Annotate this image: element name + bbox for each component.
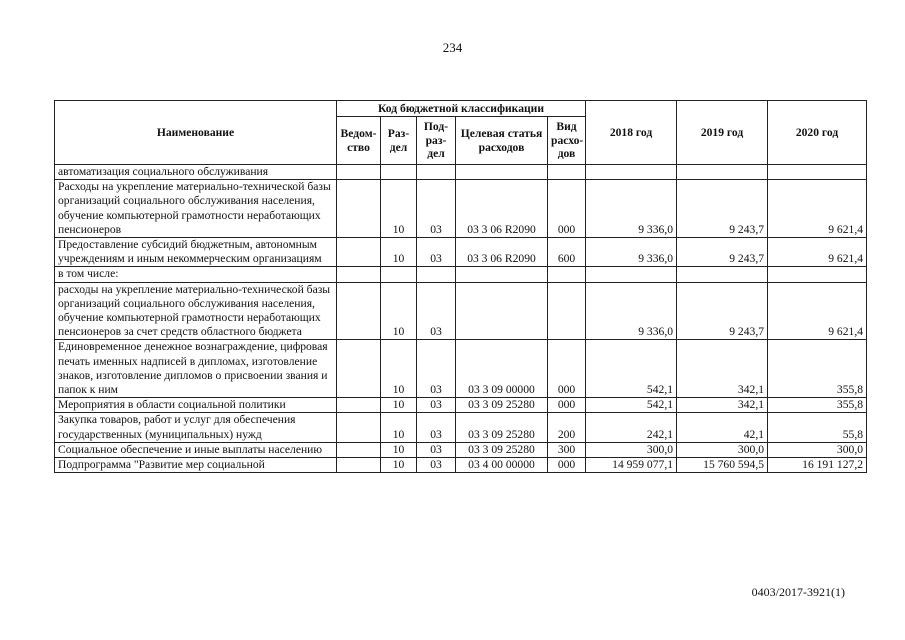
row-vid	[548, 165, 586, 180]
row-podrazdel: 03	[417, 413, 456, 442]
row-2018: 14 959 077,1	[586, 458, 677, 473]
row-2019: 15 760 594,5	[677, 458, 768, 473]
row-target	[456, 282, 548, 340]
row-2020	[768, 267, 867, 282]
row-vid: 200	[548, 413, 586, 442]
row-podrazdel: 03	[417, 442, 456, 457]
header-razdel: Раз-дел	[381, 117, 417, 165]
row-podrazdel: 03	[417, 458, 456, 473]
row-vid: 000	[548, 340, 586, 398]
row-2018: 542,1	[586, 398, 677, 413]
row-name: Социальное обеспечение и иные выплаты населению	[55, 442, 337, 457]
table-row	[55, 267, 867, 282]
table-row	[55, 458, 867, 473]
table-row	[55, 442, 867, 457]
header-target: Целевая статья расходов	[456, 117, 548, 165]
row-2019: 9 243,7	[677, 282, 768, 340]
row-target: 03 3 06 R2090	[456, 180, 548, 238]
row-podrazdel: 03	[417, 282, 456, 340]
row-podrazdel: 03	[417, 180, 456, 238]
row-vedomstvo	[337, 238, 381, 267]
table-row	[55, 398, 867, 413]
row-2018: 300,0	[586, 442, 677, 457]
row-razdel: 10	[381, 238, 417, 267]
budget-table	[54, 100, 867, 473]
row-vid: 600	[548, 238, 586, 267]
table-row	[55, 340, 867, 398]
row-razdel: 10	[381, 282, 417, 340]
row-podrazdel	[417, 165, 456, 180]
row-vid: 000	[548, 458, 586, 473]
row-2018	[586, 165, 677, 180]
header-2018: 2018 год	[586, 101, 677, 165]
row-2018: 242,1	[586, 413, 677, 442]
row-2018: 9 336,0	[586, 238, 677, 267]
row-2018	[586, 267, 677, 282]
row-2020: 355,8	[768, 398, 867, 413]
row-podrazdel: 03	[417, 398, 456, 413]
row-vedomstvo	[337, 282, 381, 340]
row-podrazdel: 03	[417, 340, 456, 398]
row-2020: 55,8	[768, 413, 867, 442]
row-razdel: 10	[381, 442, 417, 457]
row-2020: 9 621,4	[768, 180, 867, 238]
row-name: расходы на укрепление материально-технической базы организаций социального обслуживания населения, обучение компьютерной грамотности неработающих пенсионеров за счет средств областного бюджета	[55, 282, 337, 340]
table-row	[55, 165, 867, 180]
row-target: 03 3 09 25280	[456, 398, 548, 413]
row-vid: 300	[548, 442, 586, 457]
table-row	[55, 180, 867, 238]
row-2019: 342,1	[677, 340, 768, 398]
row-2020: 9 621,4	[768, 238, 867, 267]
row-podrazdel: 03	[417, 238, 456, 267]
row-2020	[768, 165, 867, 180]
row-2019: 9 243,7	[677, 238, 768, 267]
row-vedomstvo	[337, 458, 381, 473]
table-row	[55, 282, 867, 340]
row-razdel: 10	[381, 398, 417, 413]
row-2018: 9 336,0	[586, 180, 677, 238]
page-number: 234	[442, 40, 463, 55]
row-razdel	[381, 267, 417, 282]
row-name: Единовременное денежное вознаграждение, цифровая печать именных надписей в дипломах, изготовление знаков, изготовление дипломов о присвоении звания и папок к ним	[55, 340, 337, 398]
row-2019	[677, 267, 768, 282]
row-2018: 9 336,0	[586, 282, 677, 340]
row-vid	[548, 267, 586, 282]
table-row	[55, 413, 867, 442]
row-2019	[677, 165, 768, 180]
row-target	[456, 267, 548, 282]
row-name: Подпрограмма "Развитие мер социальной	[55, 458, 337, 473]
row-vedomstvo	[337, 442, 381, 457]
row-razdel: 10	[381, 458, 417, 473]
row-vedomstvo	[337, 165, 381, 180]
row-vedomstvo	[337, 340, 381, 398]
row-vid: 000	[548, 180, 586, 238]
row-2019: 300,0	[677, 442, 768, 457]
row-vedomstvo	[337, 398, 381, 413]
row-2019: 42,1	[677, 413, 768, 442]
row-podrazdel	[417, 267, 456, 282]
row-name: в том числе:	[55, 267, 337, 282]
row-target: 03 3 09 00000	[456, 340, 548, 398]
row-2020: 16 191 127,2	[768, 458, 867, 473]
row-target: 03 3 09 25280	[456, 442, 548, 457]
table-row	[55, 238, 867, 267]
document-code: 0403/2017-3921(1)	[751, 585, 845, 599]
row-target	[456, 165, 548, 180]
row-target: 03 3 09 25280	[456, 413, 548, 442]
row-2019: 342,1	[677, 398, 768, 413]
row-2020: 9 621,4	[768, 282, 867, 340]
header-vid: Вид расхо-дов	[548, 117, 586, 165]
header-2020: 2020 год	[768, 101, 867, 165]
header-2019: 2019 год	[677, 101, 768, 165]
row-vedomstvo	[337, 413, 381, 442]
row-razdel: 10	[381, 180, 417, 238]
header-code-group: Код бюджетной классификации	[337, 101, 586, 117]
row-2018: 542,1	[586, 340, 677, 398]
row-razdel: 10	[381, 413, 417, 442]
row-target: 03 4 00 00000	[456, 458, 548, 473]
row-vid	[548, 282, 586, 340]
header-podrazdel: Под-раз-дел	[417, 117, 456, 165]
row-target: 03 3 06 R2090	[456, 238, 548, 267]
header-vedomstvo: Ведом-ство	[337, 117, 381, 165]
row-vedomstvo	[337, 267, 381, 282]
row-vedomstvo	[337, 180, 381, 238]
row-name: Предоставление субсидий бюджетным, автономным учреждениям и иным некоммерческим организациям	[55, 238, 337, 267]
row-razdel: 10	[381, 340, 417, 398]
row-2019: 9 243,7	[677, 180, 768, 238]
header-name: Наименование	[55, 101, 337, 165]
row-2020: 355,8	[768, 340, 867, 398]
row-2020: 300,0	[768, 442, 867, 457]
row-name: Мероприятия в области социальной политики	[55, 398, 337, 413]
row-name: Закупка товаров, работ и услуг для обеспечения государственных (муниципальных) нужд	[55, 413, 337, 442]
row-name: Расходы на укрепление материально-технической базы организаций социального обслуживания населения, обучение компьютерной грамотности неработающих пенсионеров	[55, 180, 337, 238]
row-vid: 000	[548, 398, 586, 413]
row-razdel	[381, 165, 417, 180]
row-name: автоматизация социального обслуживания	[55, 165, 337, 180]
